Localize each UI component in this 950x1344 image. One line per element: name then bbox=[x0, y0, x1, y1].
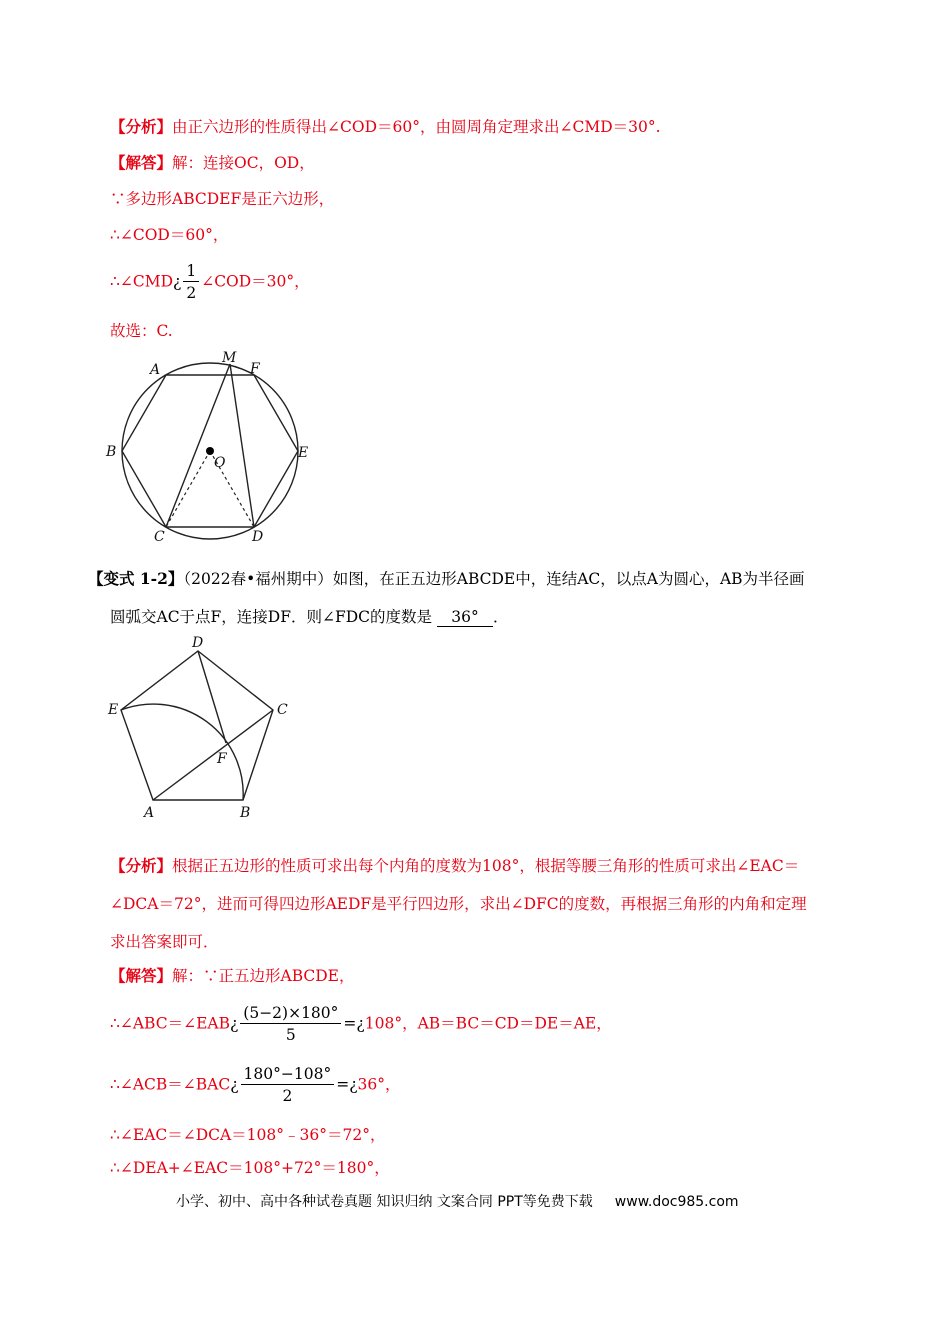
label-c: C bbox=[154, 529, 165, 545]
label-b: B bbox=[106, 444, 117, 460]
segment-df bbox=[198, 651, 226, 743]
fraction-eq2: $\frac{180^\circ-108^\circ}{2}$ bbox=[241, 1064, 335, 1107]
analysis-2-line-3: 求出答案即可． bbox=[110, 933, 219, 951]
eq4-line: ∴∠DEA+∠EAC＝108°+72°＝180°， bbox=[110, 1159, 390, 1177]
label-d: D bbox=[192, 635, 204, 651]
because-line: ∵多边形ABCDEF是正六边形， bbox=[110, 190, 335, 208]
footer-text: 小学、初中、高中各种试卷真题 知识归纳 文案合同 PPT等免费下载 bbox=[176, 1194, 593, 1210]
label-e: E bbox=[298, 445, 309, 461]
label-e: E bbox=[108, 702, 119, 718]
label-d: D bbox=[252, 529, 264, 545]
analysis-2-line-2: ∠DCA＝72°，进而可得四边形AEDF是平行四边形，求出∠DFC的度数，再根据三角形的内角和定理 bbox=[110, 895, 807, 913]
eq3-line: ∴∠EAC＝∠DCA＝108°﹣36°＝72°， bbox=[110, 1126, 386, 1144]
choice-line: 故选：C. bbox=[110, 322, 173, 340]
fraction-eq1: $\frac{(5-2)\times 180^\circ}{5}$ bbox=[240, 1003, 341, 1046]
eq2-line: ∴∠ACB＝∠BAC¿ $\frac{180^\circ-108^\circ}{2}$ =¿36°， bbox=[110, 1065, 401, 1105]
pentagon-figure bbox=[100, 633, 310, 828]
answer-tag: 【解答】 bbox=[110, 966, 173, 985]
footer-url[interactable]: www.doc985.com bbox=[614, 1194, 739, 1210]
label-a: A bbox=[144, 805, 155, 821]
variant-line-2: 圆弧交AC于点F，连接DF．则∠FDC的度数是 36° ． bbox=[110, 608, 509, 626]
analysis-1 bbox=[110, 117, 661, 137]
label-m: M bbox=[222, 350, 237, 366]
label-b: B bbox=[240, 805, 251, 821]
answer-tag: 【解答】 bbox=[110, 153, 173, 172]
variant-tag: 【变式 1-2】 bbox=[88, 569, 184, 588]
center-dot bbox=[206, 447, 214, 455]
label-f: F bbox=[217, 751, 227, 767]
variant-line-1 bbox=[88, 569, 805, 589]
analysis-text: 由正六边形的性质得出∠COD＝60°，由圆周角定理求出∠CMD＝30°. bbox=[172, 118, 661, 136]
answer-blank: 36° bbox=[437, 608, 493, 627]
analysis-tag: 【分析】 bbox=[110, 856, 173, 875]
analysis-2-line-1: 【分析】根据正五边形的性质可求出每个内角的度数为108°，根据等腰三角形的性质可求出∠EAC＝ bbox=[110, 856, 800, 875]
analysis-tag: 【分析】 bbox=[110, 117, 173, 136]
fraction-half: $\frac{1}{2}$ bbox=[183, 261, 199, 304]
cod-line: ∴∠COD＝60°， bbox=[110, 226, 229, 244]
variant-source: （2022春•福州期中） bbox=[183, 570, 333, 588]
eq1-line: ∴∠ABC＝∠EAB¿ $\frac{(5-2)\times 180^\circ}{5}$ =¿108°，AB＝BC＝CD＝DE＝AE， bbox=[110, 1004, 612, 1044]
label-o: O bbox=[214, 455, 226, 471]
cmd-line: ∴∠CMD¿ $\frac{1}{2}$ ∠COD＝30°， bbox=[110, 262, 310, 302]
hexagon-figure bbox=[100, 345, 320, 545]
segment-mc bbox=[166, 364, 230, 527]
label-f: F bbox=[250, 361, 260, 377]
label-c: C bbox=[277, 702, 288, 718]
segment-oc bbox=[166, 451, 210, 527]
segment-md bbox=[230, 364, 254, 527]
answer-1 bbox=[110, 153, 315, 173]
pentagon bbox=[121, 651, 273, 800]
answer-2: 【解答】解：∵正五边形ABCDE， bbox=[110, 966, 355, 985]
label-a: A bbox=[150, 362, 161, 378]
answer-intro: 解：连接OC，OD， bbox=[172, 154, 315, 172]
footer bbox=[176, 1191, 739, 1211]
segment-ac bbox=[153, 710, 273, 800]
variant-text: 如图，在正五边形ABCDE中，连结AC，以点A为圆心，AB为半径画 bbox=[332, 570, 805, 588]
